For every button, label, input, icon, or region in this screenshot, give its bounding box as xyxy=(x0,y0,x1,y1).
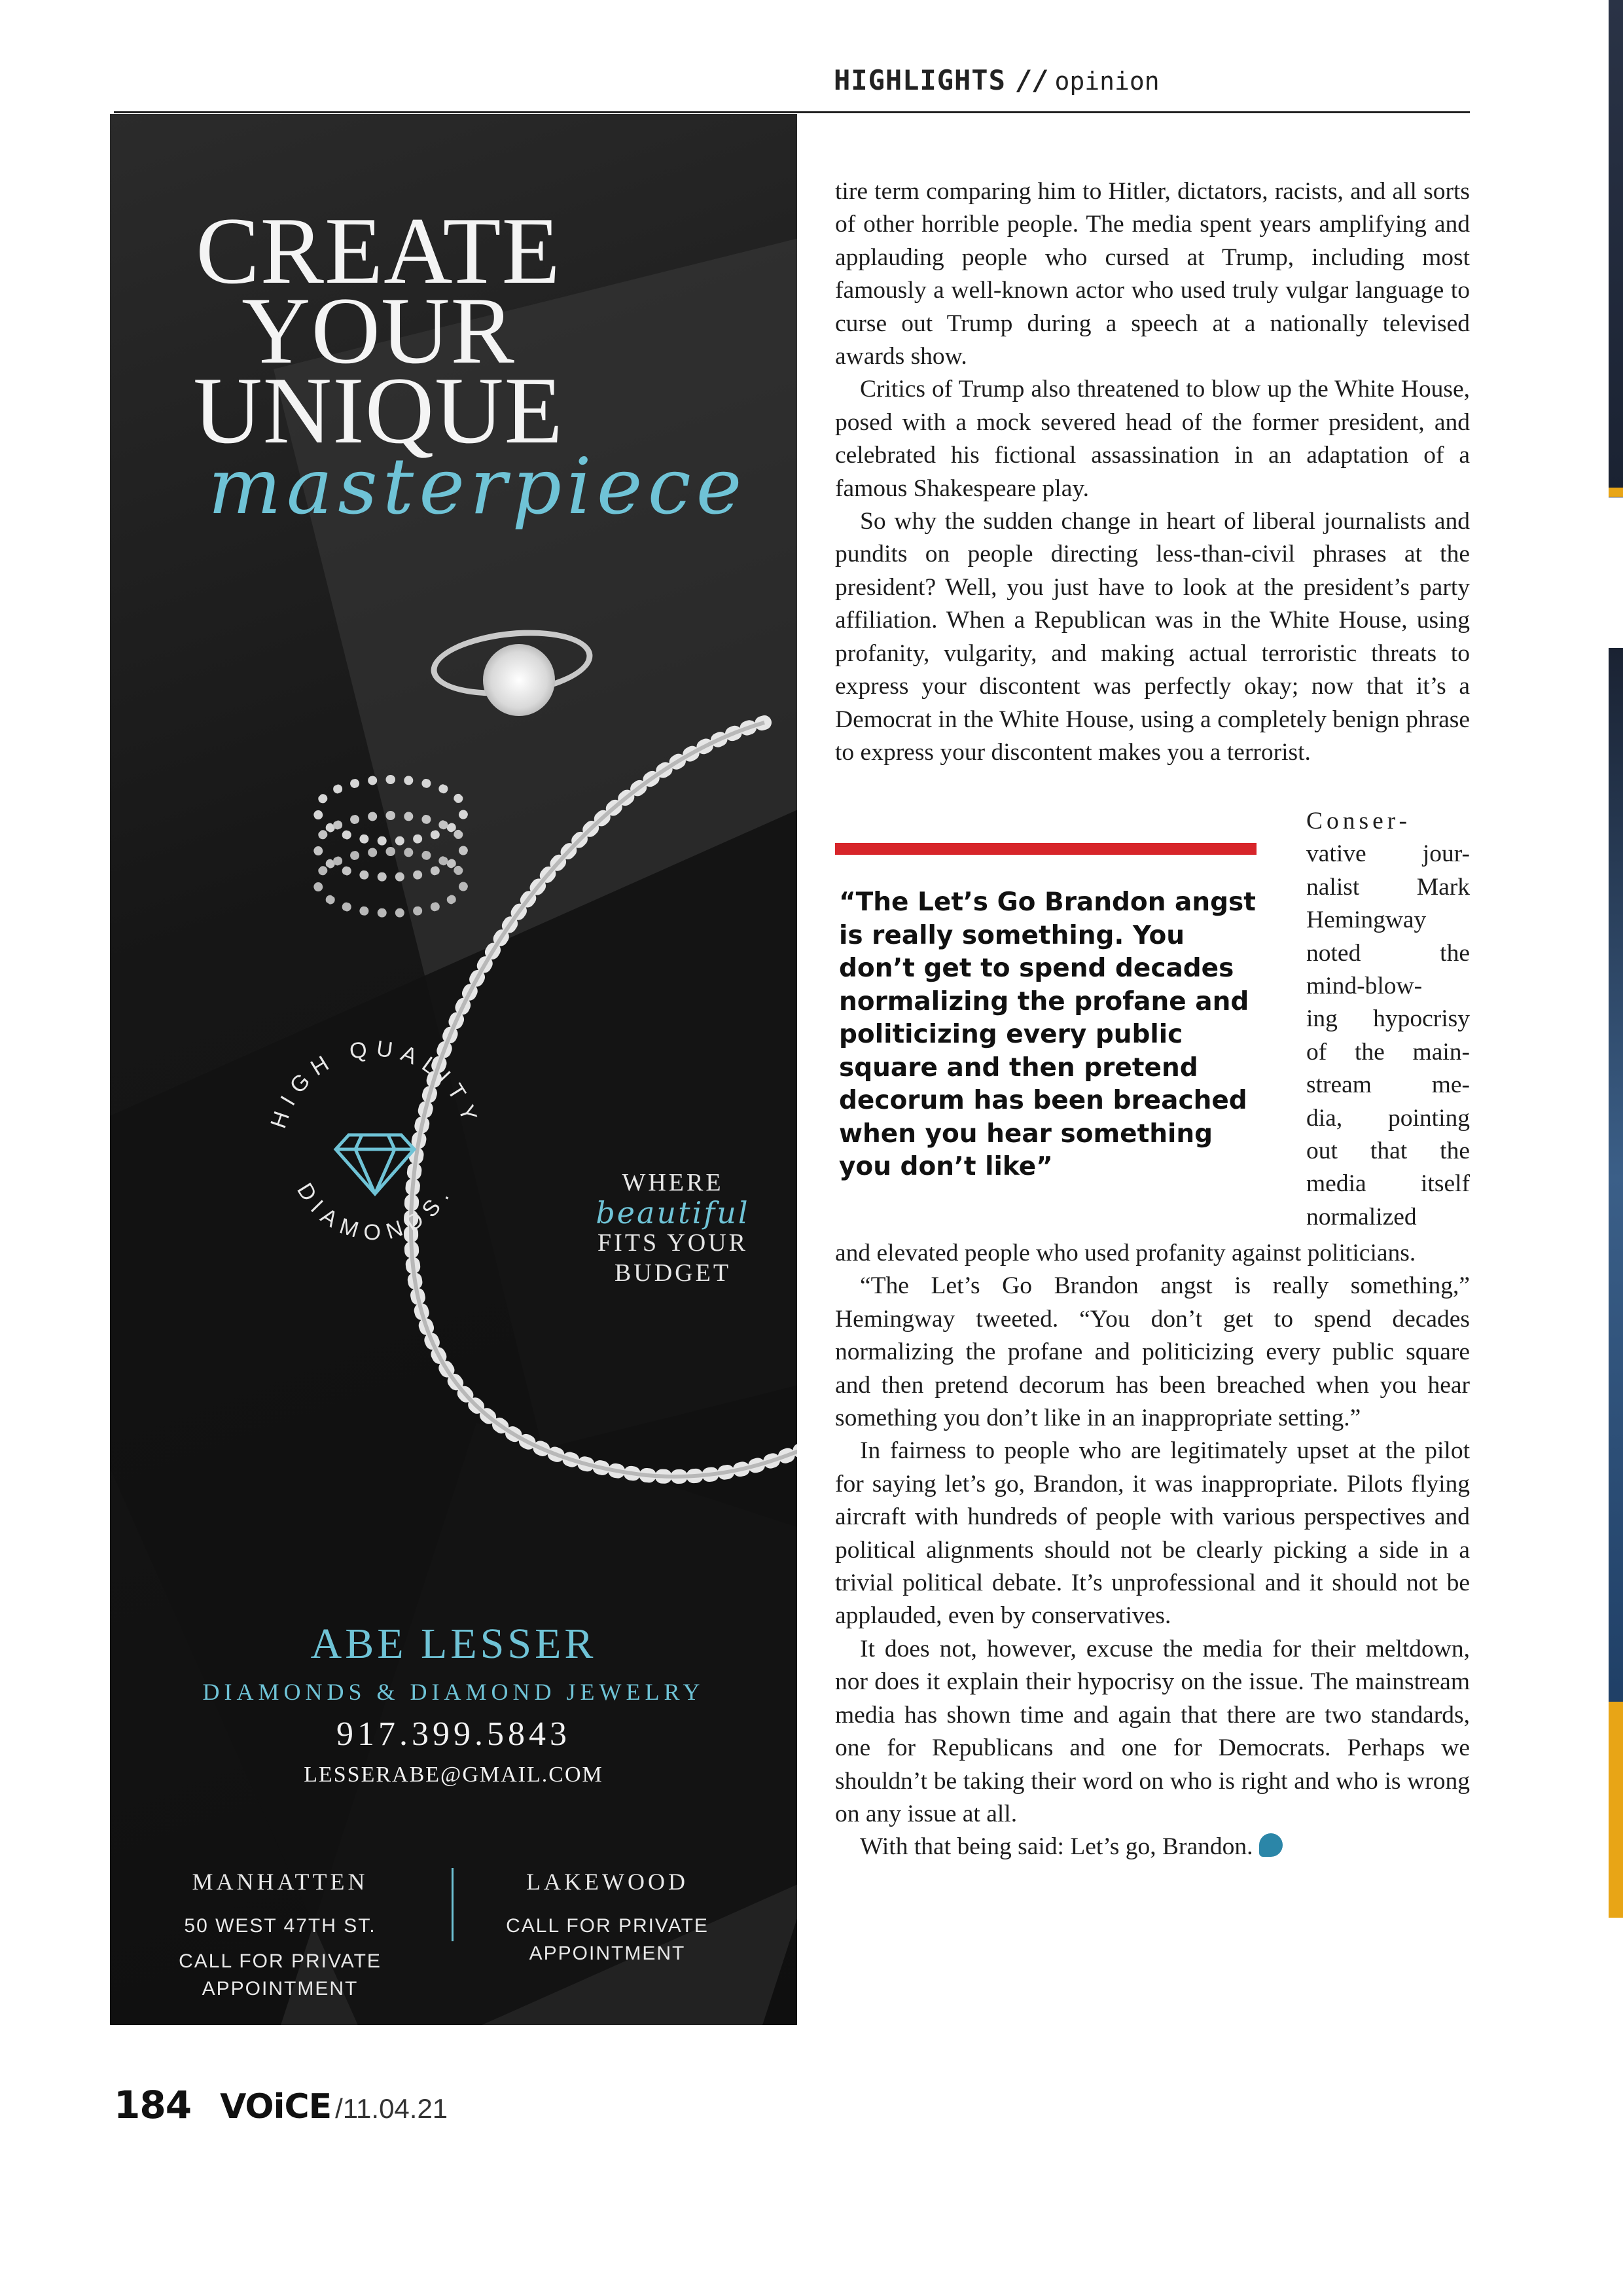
tagline-line: FITS YOUR xyxy=(597,1229,748,1257)
quality-badge xyxy=(257,1030,493,1266)
ad-headline-line: CREATE xyxy=(196,198,561,304)
location-city: MANHATTEN xyxy=(192,1869,368,1895)
end-mark-icon xyxy=(1259,1833,1283,1857)
issue-date: /11.04.21 xyxy=(335,2093,448,2124)
location-detail: 50 WEST 47TH ST. xyxy=(184,1915,376,1937)
article-paragraph: In fairness to people who are legitimately upset at the pilot for saying let’s go, Brandon, it was inappropriate. Pilots flying aircraft with hundreds of people with various perspectives and political alignments should not be clearly picking a side in a trivial political debate. It’s unprofessional and it should not be applauded, even by conservatives. xyxy=(835,1437,1470,1630)
location-divider xyxy=(452,1868,454,1941)
magazine-logo: VOiCE xyxy=(220,2087,332,2126)
tagline-line: BUDGET xyxy=(614,1259,732,1287)
brand-email: LESSERABE@GMAIL.COM xyxy=(304,1763,603,1787)
article-paragraph: “The Let’s Go Brandon angst is really something,” Hemingway tweeted. “You don’t get to spend decades normalizing the profane and politicizing every public square and then pretend decorum has been breached when you hear something you don’t like in an inappropriate setting.” xyxy=(835,1272,1470,1432)
article-line: of the main- xyxy=(1306,1038,1470,1066)
page-number: 184 xyxy=(114,2083,192,2127)
ad-tagline xyxy=(548,1168,797,1288)
page-footer xyxy=(114,2083,448,2127)
article-paragraph: It does not, however, excuse the media for their meltdown, nor does it explain their hypocrisy on the issue. The mainstream media has shown time and again that there are two standards, one for Republicans and one for Democrats. Perhaps we shouldn’t be taking their word on who is right and who is wrong on any issue at all. xyxy=(835,1635,1470,1827)
article-paragraph: So why the sudden change in heart of liberal journalists and pundits on people directing less-than-civil phrases at the president? Well, you just have to look at the president’s party affiliation. When a Republican was in the White House, using profanity, vulgarity, and making actual terroristic threats to express your discontent was perfectly okay; now that it’s a Democrat in the White House, using a completely benign phrase to express your discontent makes you a terrorist. xyxy=(835,508,1470,766)
article-last-paragraph xyxy=(835,1831,1470,1863)
tagline-line: WHERE xyxy=(622,1169,724,1196)
tagline-script: beautiful xyxy=(596,1195,750,1230)
article-line: noted the xyxy=(1306,939,1470,967)
article-line: media itself xyxy=(1306,1170,1470,1198)
edge-strip-top xyxy=(1609,0,1623,497)
location-lakewood xyxy=(476,1868,738,1967)
article-body-top xyxy=(835,175,1470,769)
article-narrow-column xyxy=(1306,805,1470,1234)
jewelry-advertisement xyxy=(110,114,797,2025)
header-rule xyxy=(114,111,1470,113)
article-paragraph: tire term comparing him to Hitler, dictators, racists, and all sorts of other horrible people. The media spent years amplifying and applauding people who cursed at Trump, including most famously a well-known actor who used truly vulgar language to curse out Trump during a speech at a nationally televised awards show. xyxy=(835,178,1470,370)
article-line: dia, pointing xyxy=(1306,1104,1470,1132)
ad-headline-line: UNIQUE xyxy=(193,357,563,463)
article-line: vative jour- xyxy=(1306,840,1470,868)
article-line: nalist Mark xyxy=(1306,873,1470,901)
section-header xyxy=(834,64,1160,96)
location-detail: CALL FOR PRIVATE xyxy=(506,1915,709,1937)
article-line: stream me- xyxy=(1306,1071,1470,1099)
article-line: out that the xyxy=(1306,1138,1470,1165)
location-city: LAKEWOOD xyxy=(526,1869,688,1895)
badge-text-bottom: DIAMONDS. xyxy=(292,1179,458,1246)
badge-text-top: HIGH QUALITY xyxy=(266,1035,484,1132)
article-line: ing hypocrisy xyxy=(1306,1005,1470,1033)
location-detail: APPOINTMENT xyxy=(202,1978,359,2000)
article-body-bottom xyxy=(835,1237,1470,1864)
brand-phone: 917.399.5843 xyxy=(336,1715,571,1753)
edge-strip-mid xyxy=(1609,648,1623,1708)
article-line: Conser- xyxy=(1306,808,1411,834)
article-paragraph: and elevated people who used profanity against politicians. xyxy=(835,1240,1416,1266)
article-paragraph: With that being said: Let’s go, Brandon. xyxy=(860,1833,1253,1861)
diamond-icon xyxy=(336,1135,414,1194)
location-detail: CALL FOR PRIVATE xyxy=(179,1950,382,1972)
brand-subtitle: DIAMONDS & DIAMOND JEWELRY xyxy=(202,1679,705,1705)
section-name: HIGHLIGHTS xyxy=(834,64,1006,96)
ad-script-word: masterpiece xyxy=(208,441,747,531)
pull-quote: “The Let’s Go Brandon angst is really something. You don’t get to spend decades normalizing the profane and politicizing every public square and then pretend decorum has been breached when you hear something you don’t like” xyxy=(839,888,1256,1181)
article-paragraph: Critics of Trump also threatened to blow up the White House, posed with a mock severed head of the former president, and celebrated his fictional assassination in an adaptation of a famous Shakespeare play. xyxy=(835,376,1470,502)
location-detail: APPOINTMENT xyxy=(529,1943,686,1964)
article-line: normalized xyxy=(1306,1203,1417,1230)
ad-headline-line: YOUR xyxy=(241,278,515,384)
brand-name: ABE LESSER xyxy=(310,1620,597,1668)
ad-brand-block xyxy=(110,1619,797,1787)
section-subsection: opinion xyxy=(1054,67,1160,96)
section-separator: // xyxy=(1016,64,1050,96)
pull-quote-rule xyxy=(835,843,1257,855)
article-line: mind-blow- xyxy=(1306,973,1423,1000)
location-manhattan xyxy=(149,1868,411,2003)
edge-strip-gold-2 xyxy=(1609,1702,1623,1918)
article-line: Hemingway xyxy=(1306,906,1427,934)
edge-strip-gold xyxy=(1609,488,1623,497)
